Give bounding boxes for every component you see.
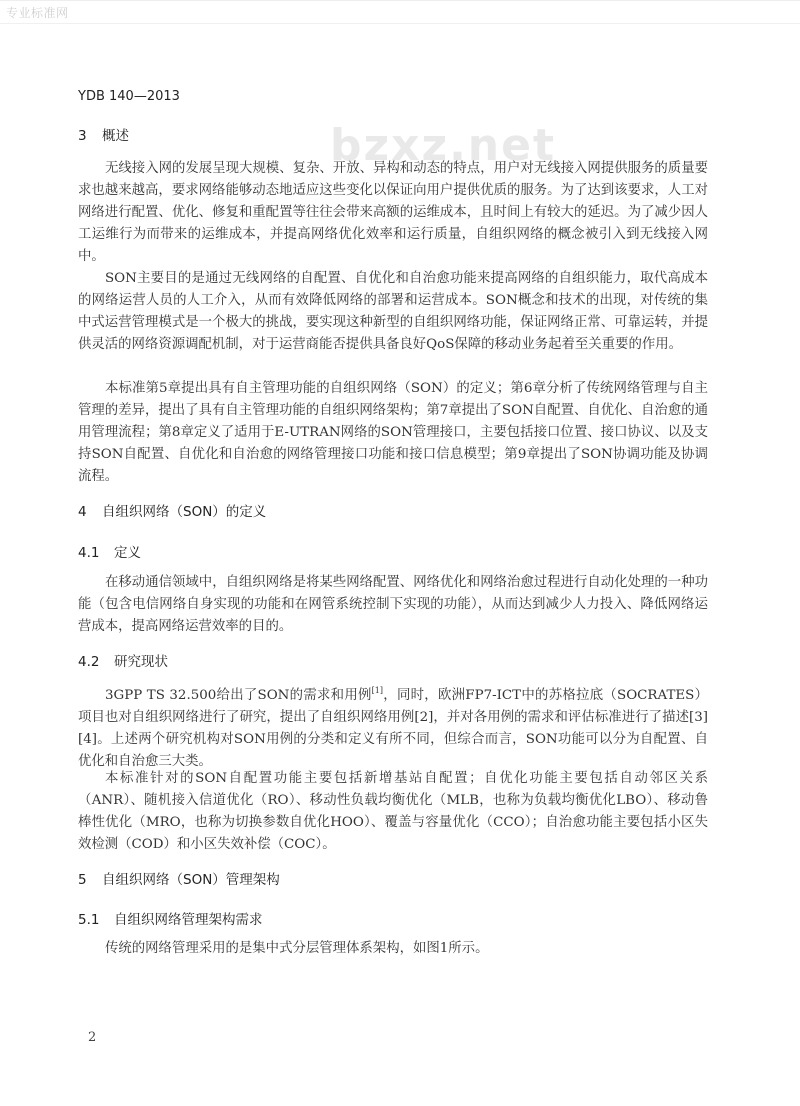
section-number: 4.1 [78,545,100,561]
section-title: 自组织网络（SON）管理架构 [102,872,280,888]
section-title: 自组织网络管理架构需求 [114,912,263,928]
section-4-2-paragraph-1 [78,680,708,773]
watermark: bzxz.net [330,120,557,171]
citation-reference: [1] [371,686,384,695]
section-5-1-heading [78,908,263,928]
section-title: 研究现状 [114,654,168,670]
paragraph-text-start: 3GPP TS 32.500给出了SON的需求和用例 [105,688,372,703]
section-4-heading [78,500,266,520]
section-title: 概述 [102,128,129,144]
section-title: 定义 [114,545,141,561]
section-number: 3 [78,128,87,144]
section-number: 5 [78,872,87,888]
section-3-paragraph-3: 本标准第5章提出具有自主管理功能的自组织网络（SON）的定义；第6章分析了传统网络管理与自主管理的差异，提出了具有自主管理功能的自组织网络架构；第7章提出了SON自配置、自优化、自治愈的通用管理流程；第8章定义了适用于E-UTRAN网络的SON管理接口，主要包括接口位置、接口协议、以及支持SON自配置、自优化和自治愈的网络管理接口功能和接口信息模型；第9章提出了SON协调功能及协调流程。 [78,381,708,484]
paragraph-text-rest: ，同时，欧洲FP7-ICT中的苏格拉底（SOCRATES）项目也对自组织网络进行了研究，提出了自组织网络用例[2]，并对各用例的需求和评估标准进行了描述[3][4]。上述两个研究机构对SON用例的分类和定义有所不同，但综合而言，SON功能可以分为自配置、自优化和自治愈三大类。 [78,688,708,769]
section-number: 4.2 [78,654,100,670]
document-code: YDB 140—2013 [78,89,180,104]
section-3-paragraph-1: 无线接入网的发展呈现大规模、复杂、开放、异构和动态的特点，用户对无线接入网提供服务的质量要求也越来越高，要求网络能够动态地适应这些变化以保证向用户提供优质的服务。为了达到该要求，人工对网络进行配置、优化、修复和重配置等往往会带来高额的运维成本，且时间上有较大的延迟。为了减少因人工运维行为而带来的运维成本，并提高网络优化效率和运行质量，自组织网络的概念被引入到无线接入网中。 [78,161,708,264]
section-3-heading [78,124,129,144]
section-5-1-paragraph-1: 传统的网络管理采用的是集中式分层管理体系架构，如图1所示。 [105,941,489,956]
section-number: 5.1 [78,912,100,928]
section-4-2-paragraph-2: 本标准针对的SON自配置功能主要包括新增基站自配置；自优化功能主要包括自动邻区关系（ANR）、随机接入信道优化（RO）、移动性负载均衡优化（MLB，也称为负载均衡优化LBO）、移动鲁棒性优化（MRO，也称为切换参数自优化HOO）、覆盖与容量优化（CCO）；自治愈功能主要包括小区失效检测（COD）和小区失效补偿（COC）。 [78,771,708,852]
section-3-paragraph-2: SON主要目的是通过无线网络的自配置、自优化和自治愈功能来提高网络的自组织能力，取代高成本的网络运营人员的人工介入，从而有效降低网络的部署和运营成本。SON概念和技术的出现，对传统的集中式运营管理模式是一个极大的挑战，要实现这种新型的自组织网络功能，保证网络正常、可靠运转，并提供灵活的网络资源调配机制，对于运营商能否提供具备良好QoS保障的移动业务起着至关重要的作用。 [78,271,708,352]
top-header-bar [0,0,800,24]
section-4-2-heading [78,650,168,670]
section-title: 自组织网络（SON）的定义 [102,504,267,520]
section-5-heading [78,868,280,888]
page-number: 2 [88,1030,97,1045]
top-header-text: 专业标准网 [6,6,69,20]
section-4-1-paragraph-1: 在移动通信领域中，自组织网络是将某些网络配置、网络优化和网络治愈过程进行自动化处理的一种功能（包含电信网络自身实现的功能和在网管系统控制下实现的功能），从而达到减少人力投入、降低网络运营成本，提高网络运营效率的目的。 [78,575,708,634]
section-4-1-heading [78,541,141,561]
section-number: 4 [78,504,87,520]
